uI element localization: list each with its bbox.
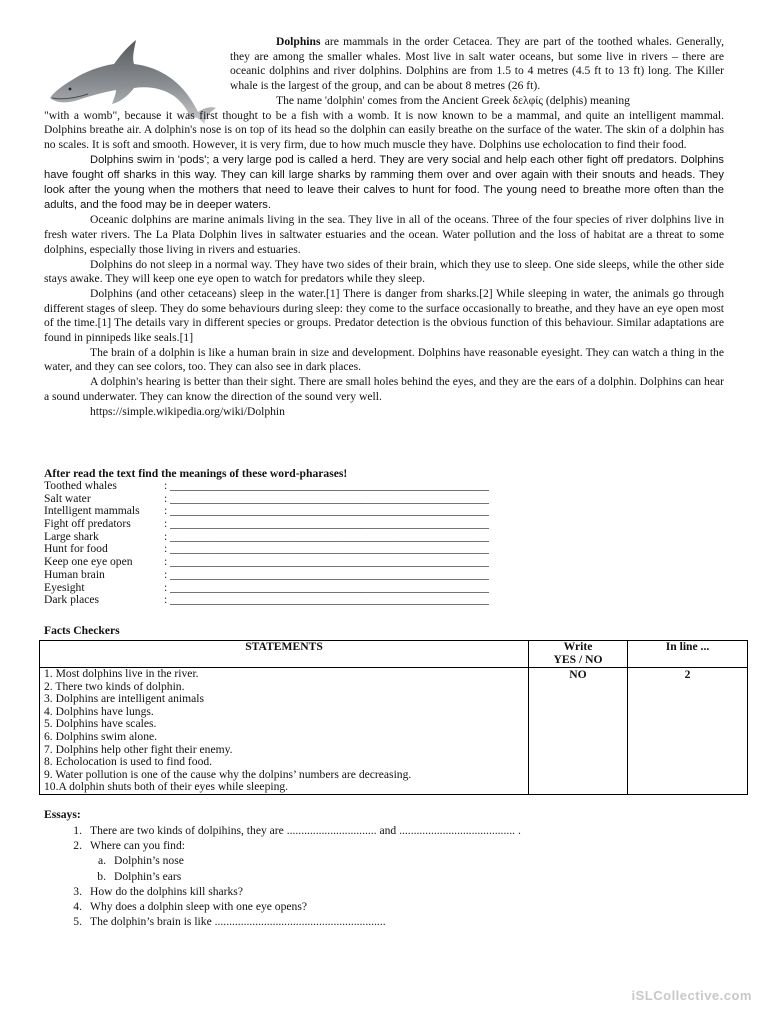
vocab-term: Eyesight bbox=[44, 580, 85, 594]
vocab-answer-blank[interactable]: : _______________________________________________________ bbox=[164, 567, 489, 581]
paragraph-habitat: Oceanic dolphins are marine animals living in the sea. They live in all of the oceans. Three of the four species of river dolphins live in fresh water rivers. The La Plata Dolphin lives in saltwater estuaries and the ocean. Water pollution and the loss of habitat are a threat to some dolphins, especially those living in rivers and estuaries. bbox=[44, 213, 724, 256]
vocab-term: Dark places bbox=[44, 593, 100, 607]
yes-no-header: Write YES / NO bbox=[529, 641, 628, 668]
paragraph-hearing: A dolphin's hearing is better than their sight. There are small holes behind the eyes, and they are the ears of a dolphin. Dolphins can hear a sound underwater. They can know the direction of the sound very well. bbox=[44, 375, 724, 403]
vocab-answer-blank[interactable]: : _______________________________________________________ bbox=[164, 593, 489, 607]
essay-number: b. bbox=[97, 869, 106, 883]
statement-item: 2. There two kinds of dolphin. bbox=[44, 679, 185, 693]
vocabulary-title: After read the text find the meanings of these word-pharases! bbox=[44, 467, 348, 480]
paragraph-brain: The brain of a dolphin is like a human brain in size and development. Dolphins have reasonable eyesight. They can watch a thing in the water, and they can see colors, too. They can also see in dark places. bbox=[44, 345, 724, 374]
statement-item: 7. Dolphins help other fight their enemy. bbox=[44, 742, 233, 756]
essay-question bbox=[44, 914, 521, 929]
vocab-term: Hunt for food bbox=[44, 542, 108, 556]
essay-number: 5. bbox=[73, 915, 82, 929]
statement-item: 4. Dolphins have lungs. bbox=[44, 704, 154, 718]
facts-title: Facts Checkers bbox=[44, 624, 120, 637]
line-cell[interactable] bbox=[628, 668, 748, 795]
answer-cell[interactable] bbox=[529, 668, 628, 795]
essay-number: a. bbox=[97, 854, 106, 868]
essay-text: There are two kinds of dolpihins, they are ............................... and ........................................ . bbox=[90, 824, 521, 837]
paragraph-pods: Dolphins swim in 'pods'; a very large pod is called a herd. They are very social and help each other fight off predators. Dolphins have fought off sharks in this way. They can kill large sharks by ramming them over and over again with their snouts and heads. They look after the young when the mothers that need to leave their calves to hunt for food. The young need to breathe more often than the adults, and the food may be in deeper waters. bbox=[44, 153, 724, 212]
vocab-term: Human brain bbox=[44, 567, 105, 581]
essay-text: The dolphin’s brain is like ........................................................... bbox=[90, 915, 386, 929]
essay-number: 1. bbox=[73, 824, 82, 837]
vocab-row bbox=[44, 569, 489, 582]
statement-item: 3. Dolphins are intelligent animals bbox=[44, 692, 205, 706]
vocab-row bbox=[44, 518, 489, 531]
paragraph-sleep-stages: Dolphins (and other cetaceans) sleep in the water.[1] There is danger from sharks.[2] While sleeping in water, the animals go through different stages of sleep. They do some behaviours during sleep: they come to the surface occasionally to breathe, and they have an eye open most of the time.[1] The details vary in different species or groups. Predator detection is the obvious function of this behaviour. Similar adaptations are found in pinnipeds like seals.[1] bbox=[44, 286, 724, 345]
essay-text: Dolphin’s ears bbox=[114, 869, 182, 883]
statement-item: 9. Water pollution is one of the cause why the dolpins’ numbers are decreasing. bbox=[44, 767, 412, 781]
dolphins-bold-term: Dolphins bbox=[276, 35, 321, 48]
essay-question bbox=[44, 853, 521, 868]
paragraph-sleep: Dolphins do not sleep in a normal way. They have two sides of their brain, which they use to sleep. One side sleeps, while the other side stays awake. They will keep one eye open to watch for predators while they sleep. bbox=[44, 257, 724, 286]
statement-item: 6. Dolphins swim alone. bbox=[44, 729, 158, 743]
essay-number: 2. bbox=[73, 839, 82, 853]
facts-table bbox=[39, 640, 748, 795]
statement-item: 8. Echolocation is used to find food. bbox=[44, 755, 213, 769]
essays-section bbox=[44, 808, 521, 929]
essay-text: Why does a dolphin sleep with one eye opens? bbox=[90, 900, 308, 914]
statement-item: 5. Dolphins have scales. bbox=[44, 717, 157, 731]
essay-number: 4. bbox=[73, 900, 82, 914]
vocab-answer-blank[interactable]: : _______________________________________________________ bbox=[164, 479, 489, 492]
essay-text: Where can you find: bbox=[90, 839, 185, 853]
statements-header: STATEMENTS bbox=[40, 641, 529, 668]
statement-item: 1. Most dolphins live in the river. bbox=[44, 667, 199, 680]
vocabulary-section bbox=[44, 467, 489, 607]
essay-question bbox=[44, 899, 521, 914]
vocab-answer-blank[interactable]: : _______________________________________________________ bbox=[164, 580, 489, 594]
essays-title: Essays: bbox=[44, 808, 81, 821]
essay-question bbox=[44, 823, 521, 838]
paragraph-name-origin: "with a womb", because it was first thought to be a fish with a womb. It is now known to be a mammal, and quite an intelligent mammal. Dolphins breathe air. A dolphin's nose is on top of its head so the dolphin can easily breathe on the surface of the water. The skin of a dolphin has no scales. It is soft and smooth. However, it is very firm, due to how much muscle they have. Dolphins use echolocation to find their food. bbox=[44, 108, 724, 151]
vocab-term: Fight off predators bbox=[44, 517, 131, 531]
line-header: In line ... bbox=[628, 641, 748, 668]
vocab-term: Salt water bbox=[44, 491, 91, 505]
vocab-answer-blank[interactable]: : _______________________________________________________ bbox=[164, 542, 489, 556]
example-line: 2 bbox=[684, 668, 691, 681]
watermark: iSLCollective.com bbox=[631, 988, 752, 1003]
vocab-term: Toothed whales bbox=[44, 479, 117, 492]
vocab-row bbox=[44, 594, 489, 607]
paragraph-intro-text: are mammals in the order Cetacea. They are part of the toothed whales. Generally, they are among the smaller whales. Most live in salt water oceans, but some live in rivers – there are oceanic dolphins and river dolphins. Dolphins are from 1.5 to 4 metres (4.5 ft to 13 ft) long. The Killer whale is the largest of the group, and can be about 8 metres (26 ft). bbox=[230, 35, 724, 93]
vocab-row bbox=[44, 480, 489, 493]
vocab-term: Large shark bbox=[44, 529, 99, 543]
paragraph-name-origin-start: The name 'dolphin' comes from the Ancient Greek δελφίς (delphis) meaning bbox=[276, 93, 630, 107]
example-answer: NO bbox=[569, 668, 587, 681]
vocab-answer-blank[interactable]: : _______________________________________________________ bbox=[164, 555, 489, 569]
vocab-answer-blank[interactable]: : _______________________________________________________ bbox=[164, 517, 489, 531]
essay-question bbox=[44, 838, 521, 853]
statements-cell bbox=[40, 668, 529, 795]
vocab-term: Intelligent mammals bbox=[44, 504, 140, 518]
vocab-answer-blank[interactable]: : _______________________________________________________ bbox=[164, 491, 489, 505]
essay-question bbox=[44, 884, 521, 899]
essay-number: 3. bbox=[73, 884, 82, 898]
statement-item: 10.A dolphin shuts both of their eyes while sleeping. bbox=[44, 780, 289, 794]
vocab-term: Keep one eye open bbox=[44, 555, 133, 569]
essay-text: Dolphin’s nose bbox=[114, 854, 184, 868]
vocab-row bbox=[44, 556, 489, 569]
source-link[interactable]: https://simple.wikipedia.org/wiki/Dolphin bbox=[90, 404, 285, 418]
vocab-answer-blank[interactable]: : _______________________________________________________ bbox=[164, 504, 489, 518]
paragraph-intro bbox=[230, 35, 724, 94]
essay-text: How do the dolphins kill sharks? bbox=[90, 884, 243, 898]
vocab-answer-blank[interactable]: : _______________________________________________________ bbox=[164, 529, 489, 543]
essay-question bbox=[44, 869, 521, 884]
